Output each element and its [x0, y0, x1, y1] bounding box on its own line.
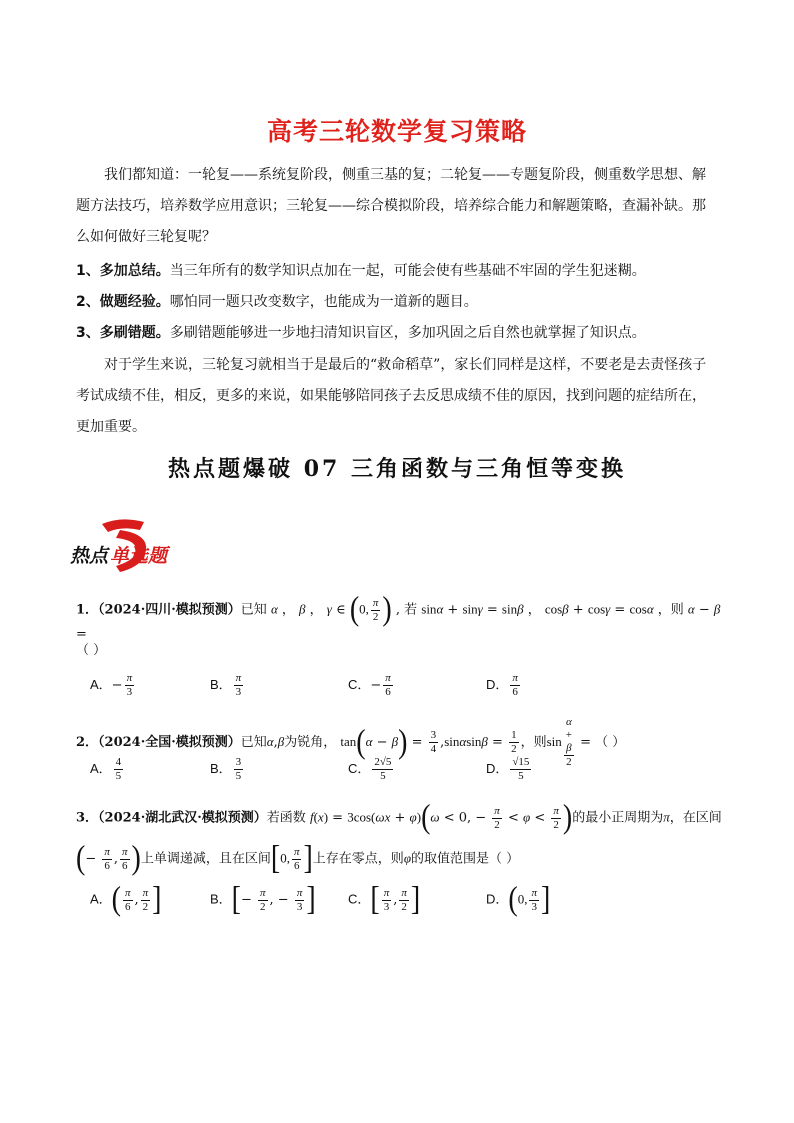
question-3: 3．（2024·湖北武汉·模拟预测）若函数 f(x) = 3cos(ωx + φ)(ω < 0, − $\frac{\pi}{2}$ < φ < $\frac{\pi}{2}$ )的最小正周期为π，在区间: [76, 798, 722, 836]
option-label: B．: [210, 677, 232, 692]
question-2: 2．（2024·全国·模拟预测）已知α,β为锐角， tan(α − β) = $\frac{3}{4}$ ,sinαsinβ = $\frac{1}{2}$ ，则sin α + β 2 = （ ）: [76, 716, 626, 768]
option-numerator: 2√5: [374, 756, 392, 768]
option-denominator: 6: [385, 686, 391, 698]
option-numerator: π: [385, 672, 391, 684]
option-label: B．: [210, 761, 232, 776]
q1-option-b[interactable]: [210, 672, 245, 699]
page-title: 高考三轮数学复习策略: [266, 117, 527, 146]
option-numerator: π: [512, 672, 518, 684]
option-numerator: π: [235, 672, 242, 684]
intro-paragraph: 我们都知道：一轮复——系统复阶段，侧重三基的复；二轮复——专题复阶段，侧重数学思想、解题方法技巧，培养数学应用意识；三轮复——综合模拟阶段，培养综合能力和解题策略，查漏补缺。那么如何做好三轮复呢？: [76, 167, 706, 245]
option-denominator: 6: [512, 686, 518, 698]
q1-source: （2024·四川·模拟预测）: [98, 602, 241, 618]
tip-2-heading: 2、做题经验。: [76, 294, 170, 310]
q1-paren: （ ）: [76, 643, 107, 658]
tip-3-heading: 3、多刷错题。: [76, 325, 170, 341]
option-label: C．: [348, 761, 371, 776]
q3-source: （2024·湖北武汉·模拟预测）: [98, 810, 267, 826]
tip-2: [76, 287, 718, 318]
svg-text:单选题: 单选题: [110, 545, 168, 567]
option-numerator: 3: [235, 756, 242, 768]
option-label: D．: [486, 761, 509, 776]
option-denominator: 5: [380, 770, 386, 782]
q3-tail: ，在区间: [669, 810, 722, 826]
q1-option-c[interactable]: [348, 672, 395, 699]
option-label: B．: [210, 891, 232, 907]
q2-option-b[interactable]: [210, 756, 245, 783]
q3-number: 3．: [76, 810, 99, 826]
q3-mid: 的最小正周期为: [572, 810, 664, 826]
question-3-line-2: (− $\frac{\pi}{6}$ , $\frac{\pi}{6}$ )上单调递减，且在区间[0, $\frac{\pi}{6}$ ]上存在零点，则φ的取值范围是（ ）: [76, 839, 520, 877]
option-denominator: 5: [235, 770, 242, 782]
option-denominator: 5: [115, 770, 122, 782]
option-numerator: 4: [115, 756, 122, 768]
q1-pre: 已知: [240, 602, 267, 618]
option-label: A．: [90, 677, 112, 692]
q1-number: 1．: [76, 602, 99, 618]
question-1: 1．（2024·四川·模拟预测）已知 α ， β ， γ ∈ (0, $\frac{\pi}{2}$ ) , 若 sinα + sinγ = sinβ ， cosβ + cosγ = cosα ，则 α − β =: [76, 590, 721, 642]
option-label: D．: [486, 891, 509, 907]
q2-mid: 为锐角，: [284, 735, 337, 750]
option-denominator: 3: [126, 686, 133, 698]
hot-topic-badge-icon: [62, 516, 202, 578]
option-numerator: π: [126, 672, 133, 684]
tip-3: [76, 318, 718, 349]
q2-option-a[interactable]: [90, 756, 125, 783]
svg-text:热点: 热点: [70, 545, 109, 567]
q2-pre: 已知: [240, 735, 267, 750]
option-numerator: √15: [512, 756, 530, 768]
q2-number: 2．: [76, 735, 99, 750]
q3-option-b[interactable]: B．[− $\frac{\pi}{2}$ , − $\frac{\pi}{3}$ ]: [210, 880, 316, 918]
tip-2-text: 哪怕同一题只改变数字，也能成为一道新的题目。: [169, 294, 478, 310]
option-label: C．: [348, 891, 371, 907]
closing-paragraph: 对于学生来说，三轮复习就相当于是最后的“救命稻草”，家长们同样是这样，不要老是去责怪孩子考试成绩不佳，相反，更多的来说，如果能够陪同孩子去反思成绩不佳的原因，找到问题的症结所在，更加重要。: [76, 357, 707, 435]
q2-option-c[interactable]: [348, 756, 395, 783]
q2-option-d[interactable]: [486, 756, 533, 783]
q3-option-c[interactable]: C．[ $\frac{\pi}{3}$ , $\frac{\pi}{2}$ ]: [348, 880, 421, 918]
tip-3-text: 多刷错题能够进一步地扫清知识盲区，多加巩固之后自然也就掌握了知识点。: [169, 325, 646, 341]
option-label: A．: [90, 891, 112, 907]
option-label: A．: [90, 761, 112, 776]
q2-paren: （ ）: [595, 735, 626, 750]
q3-line2b: 上存在零点，则: [312, 851, 404, 867]
q1-option-d[interactable]: [486, 672, 522, 699]
q3-option-d[interactable]: D．(0, $\frac{\pi}{3}$ ]: [486, 880, 551, 918]
option-denominator: 5: [518, 770, 524, 782]
q3-option-a[interactable]: A．( $\frac{\pi}{6}$ , $\frac{\pi}{2}$ ]: [90, 880, 162, 918]
q3-line2c: 的取值范围是（ ）: [411, 851, 520, 867]
option-sign: −: [370, 678, 382, 693]
q1-option-a[interactable]: [90, 672, 136, 699]
section-heading: 热点题爆破 07 三角函数与三角恒等变换: [168, 456, 626, 482]
option-denominator: 3: [235, 686, 242, 698]
q3-pre: 若函数: [266, 810, 306, 826]
tip-1-heading: 1、多加总结。: [76, 263, 170, 279]
tip-1-text: 当三年所有的数学知识点加在一起，可能会使有些基础不牢固的学生犯迷糊。: [169, 263, 646, 279]
option-label: C．: [348, 677, 371, 692]
q3-line2a: 上单调递减，且在区间: [140, 851, 271, 867]
q2-tail: ，则: [520, 735, 547, 750]
option-sign: −: [111, 678, 123, 693]
option-label: D．: [486, 677, 509, 692]
tip-1: [76, 256, 718, 287]
q2-source: （2024·全国·模拟预测）: [98, 735, 241, 750]
